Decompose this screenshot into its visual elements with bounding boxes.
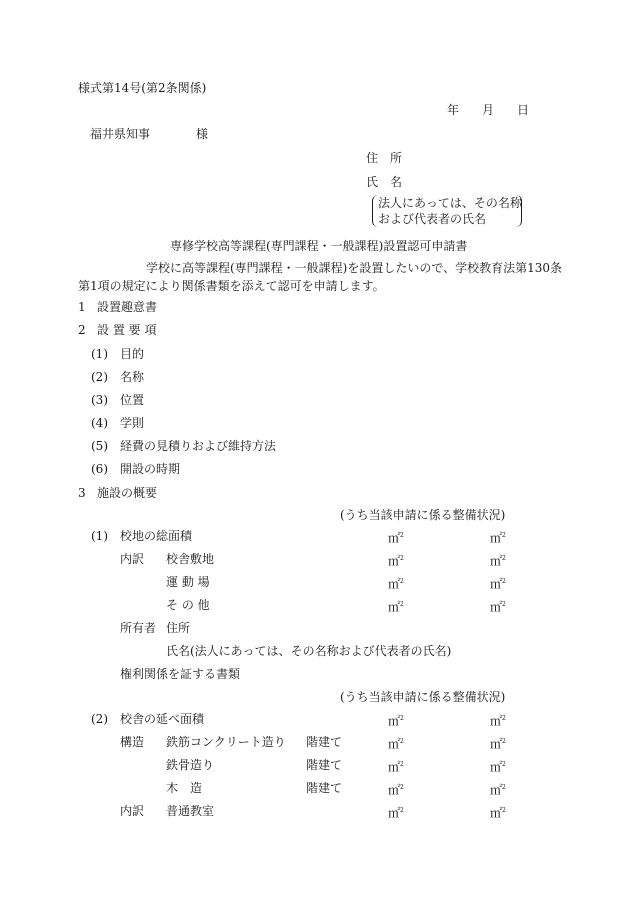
area-unit bbox=[490, 780, 506, 798]
building-total-floor-area-label: 校舎の延べ面積 bbox=[120, 712, 205, 726]
unit-symbol: ㎡ bbox=[490, 806, 503, 820]
date-year-label: 年 bbox=[447, 103, 460, 117]
sec2-item-label: 開設の時期 bbox=[120, 462, 181, 476]
unit-superscript: 2 bbox=[400, 807, 404, 814]
structure-type: 鉄骨造り bbox=[166, 758, 215, 772]
site-breakdown-item: 校舎敷地 bbox=[166, 552, 215, 566]
unit-symbol: ㎡ bbox=[388, 760, 401, 774]
structure-type: 鉄筋コンクリート造り bbox=[166, 735, 286, 749]
applicant-name-label: 氏 名 bbox=[366, 175, 403, 189]
sec2-number: 2 bbox=[78, 323, 86, 337]
area-unit bbox=[388, 803, 404, 821]
sec2-item-number: (2) bbox=[91, 370, 108, 384]
sec1-label: 設置趣意書 bbox=[97, 300, 158, 314]
sec2-item-label: 経費の見積りおよび維持方法 bbox=[120, 439, 277, 453]
unit-superscript: 2 bbox=[400, 578, 404, 585]
date-day-label: 日 bbox=[517, 103, 530, 117]
sec2-item-number: (4) bbox=[91, 416, 108, 430]
site-total-area-label: 校地の総面積 bbox=[120, 529, 193, 543]
area-unit bbox=[388, 757, 404, 775]
structure-type: 木 造 bbox=[166, 781, 203, 795]
unit-symbol: ㎡ bbox=[388, 531, 401, 545]
unit-symbol: ㎡ bbox=[388, 714, 401, 728]
area-unit bbox=[490, 803, 506, 821]
unit-symbol: ㎡ bbox=[388, 806, 401, 820]
applicant-address-label: 住 所 bbox=[366, 151, 403, 165]
area-unit bbox=[490, 574, 506, 592]
sec2-item-number: (6) bbox=[91, 462, 108, 476]
area-unit bbox=[388, 597, 404, 615]
sec3-label: 施設の概要 bbox=[97, 486, 158, 500]
sec2-item-label: 学則 bbox=[120, 416, 145, 430]
sec3-number: 3 bbox=[78, 486, 86, 500]
structure-label: 構造 bbox=[120, 735, 145, 749]
sec2-item-label: 名称 bbox=[120, 370, 145, 384]
area-unit bbox=[490, 551, 506, 569]
unit-symbol: ㎡ bbox=[490, 714, 503, 728]
area-unit bbox=[388, 574, 404, 592]
area-unit bbox=[388, 528, 404, 546]
area-unit bbox=[490, 597, 506, 615]
unit-superscript: 2 bbox=[400, 738, 404, 745]
owner-name-label: 氏名(法人にあっては、その名称および代表者の氏名) bbox=[166, 644, 452, 658]
area-unit bbox=[490, 711, 506, 729]
sec2-item-number: (3) bbox=[91, 393, 108, 407]
floors-suffix: 階建て bbox=[306, 781, 343, 795]
status-column-header: (うち当該申請に係る整備状況) bbox=[340, 690, 506, 704]
document-title: 専修学校高等課程(専門課程・一般課程)設置認可申請書 bbox=[170, 239, 468, 253]
building-number: (2) bbox=[91, 712, 108, 726]
unit-symbol: ㎡ bbox=[490, 760, 503, 774]
unit-superscript: 2 bbox=[502, 807, 506, 814]
area-unit bbox=[388, 734, 404, 752]
sec2-item-number: (5) bbox=[91, 439, 108, 453]
floors-suffix: 階建て bbox=[306, 735, 343, 749]
area-unit bbox=[490, 528, 506, 546]
area-unit bbox=[490, 757, 506, 775]
unit-superscript: 2 bbox=[502, 555, 506, 562]
floors-suffix: 階建て bbox=[306, 758, 343, 772]
unit-symbol: ㎡ bbox=[388, 600, 401, 614]
unit-superscript: 2 bbox=[400, 761, 404, 768]
addressee-honorific: 様 bbox=[196, 127, 209, 141]
unit-superscript: 2 bbox=[400, 715, 404, 722]
unit-symbol: ㎡ bbox=[490, 737, 503, 751]
body-line-2: 第1項の規定により関係書類を添えて認可を申請します。 bbox=[78, 279, 385, 293]
addressee-name: 福井県知事 bbox=[90, 127, 151, 141]
unit-symbol: ㎡ bbox=[490, 531, 503, 545]
unit-superscript: 2 bbox=[502, 578, 506, 585]
area-unit bbox=[388, 551, 404, 569]
unit-symbol: ㎡ bbox=[388, 737, 401, 751]
area-unit bbox=[388, 711, 404, 729]
unit-superscript: 2 bbox=[400, 555, 404, 562]
unit-symbol: ㎡ bbox=[490, 577, 503, 591]
unit-symbol: ㎡ bbox=[490, 554, 503, 568]
sec2-item-label: 目的 bbox=[120, 347, 145, 361]
status-column-header: (うち当該申請に係る整備状況) bbox=[340, 508, 506, 522]
unit-superscript: 2 bbox=[400, 532, 404, 539]
owner-address-label: 住所 bbox=[166, 621, 191, 635]
unit-superscript: 2 bbox=[502, 601, 506, 608]
area-unit bbox=[388, 780, 404, 798]
corporate-note-line1: 法人にあっては、その名称 bbox=[378, 196, 522, 210]
body-line-1: 学校に高等課程(専門課程・一般課程)を設置したいので、学校教育法第130条 bbox=[146, 261, 563, 275]
site-breakdown-item: 運 動 場 bbox=[166, 575, 210, 589]
sec2-item-label: 位置 bbox=[120, 393, 145, 407]
sec2-label: 設 置 要 項 bbox=[97, 323, 157, 337]
unit-superscript: 2 bbox=[502, 715, 506, 722]
unit-symbol: ㎡ bbox=[490, 600, 503, 614]
unit-superscript: 2 bbox=[502, 738, 506, 745]
building-breakdown-label: 内訳 bbox=[120, 804, 145, 818]
corporate-note-line2: および代表者の氏名 bbox=[378, 212, 487, 226]
unit-superscript: 2 bbox=[400, 784, 404, 791]
unit-symbol: ㎡ bbox=[388, 783, 401, 797]
building-breakdown-item: 普通教室 bbox=[166, 804, 215, 818]
unit-superscript: 2 bbox=[502, 784, 506, 791]
unit-symbol: ㎡ bbox=[388, 554, 401, 568]
unit-superscript: 2 bbox=[400, 601, 404, 608]
sec2-item-number: (1) bbox=[91, 347, 108, 361]
unit-superscript: 2 bbox=[502, 761, 506, 768]
unit-symbol: ㎡ bbox=[490, 783, 503, 797]
site-breakdown-item: そ の 他 bbox=[166, 598, 210, 612]
site-breakdown-label: 内訳 bbox=[120, 552, 145, 566]
date-month-label: 月 bbox=[482, 103, 495, 117]
unit-symbol: ㎡ bbox=[388, 577, 401, 591]
area-unit bbox=[490, 734, 506, 752]
unit-superscript: 2 bbox=[502, 532, 506, 539]
form-number: 様式第14号(第2条関係) bbox=[78, 81, 207, 95]
owner-label: 所有者 bbox=[120, 621, 157, 635]
rights-document-label: 権利関係を証する書類 bbox=[120, 667, 241, 681]
site-number: (1) bbox=[91, 529, 108, 543]
sec1-number: 1 bbox=[78, 300, 86, 314]
